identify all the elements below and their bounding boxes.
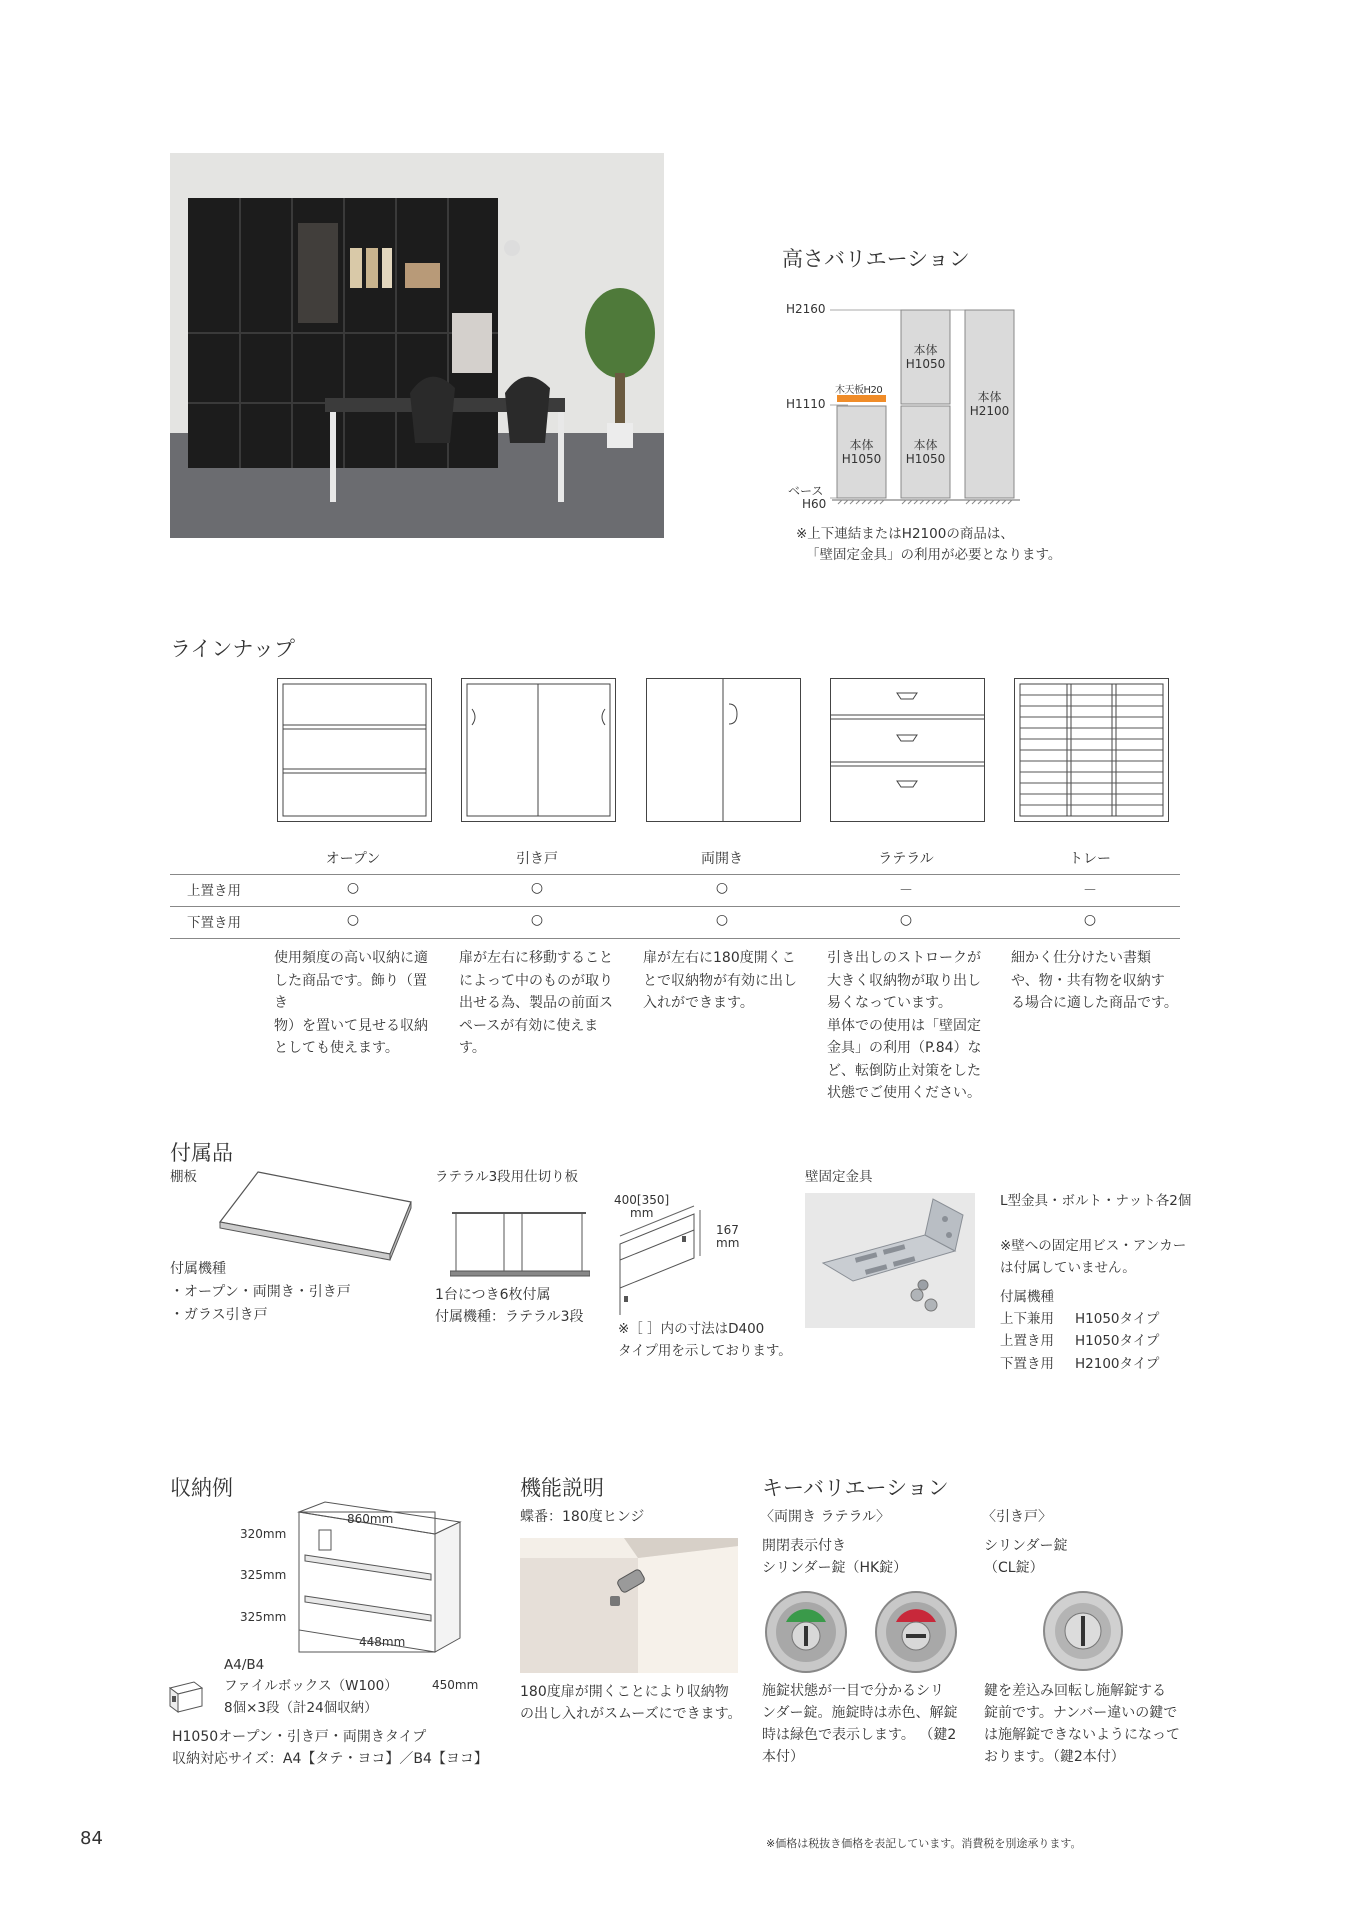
partition-plate-illustration [612, 1200, 722, 1330]
partition-dim-width-unit: mm [630, 1206, 654, 1220]
open-shelf-illustration [277, 678, 432, 822]
lower-tray-mark: ○ [1083, 912, 1097, 928]
label-top-board: 木天板H20 [835, 385, 883, 396]
hk-lock-unlocked-photo [762, 1588, 850, 1676]
lateral-drawer-illustration [830, 678, 985, 822]
label-h60: H60 [802, 497, 827, 511]
wall-bracket-model-type: H1050タイプ [1075, 1333, 1160, 1349]
label-base: ベース [788, 484, 824, 498]
lower-open-mark: ○ [346, 912, 360, 928]
shelf-applicable-title: 付属機種 [170, 1261, 226, 1277]
wall-bracket-warning-2: は付属していません。 [1000, 1260, 1136, 1276]
label-h1110: H1110 [786, 397, 826, 411]
shelf-applicable-1: ・オープン・両開き・引き戸 [170, 1284, 351, 1300]
storage-type-line: H1050オープン・引き戸・両開きタイプ [172, 1729, 427, 1745]
storage-inner-448: 448mm [359, 1635, 406, 1649]
label-body-h1050-lower: 本体 H1050 [905, 438, 946, 466]
function-desc: 180度扉が開くことにより収納物 の出し入れがスムーズにできます。 [520, 1684, 742, 1722]
wall-bracket-name: 壁固定金具 [805, 1169, 873, 1185]
key-left-name-2: シリンダー錠（HK錠） [762, 1560, 908, 1576]
key-variation-title: キーバリエーション [762, 1476, 949, 1500]
partition-drawer-illustration [450, 1207, 590, 1277]
shelf-name: 棚板 [170, 1169, 197, 1185]
wall-bracket-model-use: 上下兼用 [1000, 1311, 1054, 1327]
partition-dim-height: 167 [716, 1223, 739, 1237]
wall-bracket-model-use: 下置き用 [1000, 1356, 1054, 1372]
wall-bracket-applicable-title: 付属機種 [1000, 1289, 1054, 1305]
desc-lateral: 引き出しのストロークが 大きく収納物が取り出し 易くなっています。 単体での使用は「壁固定 金具」の利用（P.84）な ど、転倒防止対策をした 状態でご使用ください。 [827, 950, 982, 1101]
storage-width-860: 860mm [347, 1512, 394, 1526]
shelf-applicable-2: ・ガラス引き戸 [170, 1307, 268, 1323]
storage-box-1: A4/B4 [224, 1657, 265, 1673]
key-left-group: 〈両開き ラテラル〉 [760, 1509, 891, 1525]
upper-tray-mark: － [1083, 883, 1097, 899]
upper-sliding-mark: ○ [530, 880, 544, 896]
tray-illustration [1014, 678, 1169, 822]
hk-lock-locked-photo [872, 1588, 960, 1676]
row-label-lower: 下置き用 [187, 915, 241, 931]
upper-double-mark: ○ [715, 880, 729, 896]
accessories-title: 付属品 [170, 1141, 233, 1165]
lineup-type-lateral: ラテラル [878, 851, 934, 867]
table-line-top [170, 874, 1180, 875]
storage-depth-450: 450mm [432, 1678, 479, 1692]
lineup-title: ラインナップ [170, 637, 295, 661]
desc-sliding: 扉が左右に移動すること によって中のものが取り 出せる為、製品の前面ス ペースが有効に使えま す。 [459, 950, 613, 1056]
key-right-desc: 鍵を差込み回転し施解錠する 錠前です。ナンバー違いの鍵で は施解錠できないようになって おります。（鍵2本付） [984, 1683, 1180, 1765]
double-door-illustration [646, 678, 801, 822]
partition-dim-height-unit: mm [716, 1236, 740, 1250]
partition-note-1: 1台につき6枚付属 [435, 1287, 551, 1303]
partition-dim-width: 400[350] [614, 1193, 670, 1207]
partition-bracket-note-2: タイプ用を示しております。 [618, 1343, 792, 1359]
key-left-name-1: 開閉表示付き [762, 1538, 846, 1554]
height-variation-diagram [780, 298, 1040, 513]
storage-size-line: 収納対応サイズ：A4【タテ・ヨコ】／B4【ヨコ】 [172, 1751, 488, 1767]
row-label-upper: 上置き用 [187, 883, 241, 899]
page-number: 84 [80, 1828, 103, 1849]
key-right-group: 〈引き戸〉 [982, 1509, 1052, 1525]
storage-dim-325-lower: 325mm [240, 1610, 287, 1624]
lower-sliding-mark: ○ [530, 912, 544, 928]
partition-bracket-note-1: ※［ ］内の寸法はD400 [618, 1321, 765, 1337]
height-note-2: 「壁固定金具」の利用が必要となります。 [806, 547, 1062, 563]
table-line-middle [170, 906, 1180, 907]
partition-name: ラテラル3段用仕切り板 [435, 1169, 579, 1185]
desc-tray: 細かく仕分けたい書類 や、物・共有物を収納す る場合に適した商品です。 [1011, 950, 1178, 1011]
height-note-1: ※上下連結またはH2100の商品は、 [796, 526, 1014, 542]
wall-bracket-model-type: H2100タイプ [1075, 1356, 1160, 1372]
key-right-name-1: シリンダー錠 [984, 1538, 1068, 1554]
lineup-type-double: 両開き [701, 851, 743, 867]
label-body-h1050-lower-left: 本体 H1050 [841, 438, 882, 466]
lineup-type-tray: トレー [1069, 851, 1111, 867]
wall-bracket-photo [805, 1193, 975, 1328]
key-left-desc: 施錠状態が一目で分かるシリ ンダー錠。施錠時は赤色、解錠 時は緑色で表示します。 （鍵2 本付） [762, 1683, 958, 1765]
wall-bracket-model-type: H1050タイプ [1075, 1311, 1160, 1327]
key-right-name-2: （CL錠） [984, 1560, 1044, 1576]
lineup-type-open: オープン [325, 851, 381, 867]
function-hinge: 蝶番：180度ヒンジ [520, 1509, 645, 1525]
wall-bracket-content: L型金具・ボルト・ナット各2個 [1000, 1193, 1192, 1209]
storage-dim-325-upper: 325mm [240, 1568, 287, 1582]
height-variation-title: 高さバリエーション [782, 247, 970, 271]
lower-lateral-mark: ○ [899, 912, 913, 928]
storage-box-2: ファイルボックス（W100） [224, 1678, 398, 1694]
sliding-door-illustration [461, 678, 616, 822]
office-furniture-photo [170, 153, 664, 538]
desc-double: 扉が左右に180度開くこ とで収納物が有効に出し 入れができます。 [643, 950, 797, 1011]
file-box-icon [166, 1678, 206, 1714]
shelf-board-illustration [218, 1170, 413, 1262]
label-body-h1050-upper: 本体 H1050 [905, 343, 946, 371]
tax-note: ※価格は税抜き価格を表記しています。消費税を別途承ります。 [766, 1837, 1082, 1850]
storage-dim-320: 320mm [240, 1527, 287, 1541]
hinge-photo [520, 1538, 738, 1673]
storage-box-3: 8個×3段（計24個収納） [224, 1700, 378, 1716]
partition-note-2: 付属機種：ラテラル3段 [435, 1309, 584, 1325]
wall-bracket-model-use: 上置き用 [1000, 1333, 1054, 1349]
wall-bracket-warning-1: ※壁への固定用ビス・アンカー [1000, 1238, 1187, 1254]
cl-lock-photo [1040, 1588, 1126, 1674]
lineup-type-sliding: 引き戸 [516, 851, 558, 867]
table-line-bottom [170, 938, 1180, 939]
storage-title: 収納例 [170, 1476, 233, 1500]
upper-lateral-mark: － [899, 883, 913, 899]
lower-double-mark: ○ [715, 912, 729, 928]
desc-open: 使用頻度の高い収納に適 した商品です。飾り（置き 物）を置いて見せる収納 としても使えます。 [274, 950, 428, 1056]
label-body-h2100: 本体 H2100 [969, 390, 1010, 418]
upper-open-mark: ○ [346, 880, 360, 896]
label-h2160: H2160 [786, 302, 826, 316]
function-title: 機能説明 [520, 1476, 604, 1500]
